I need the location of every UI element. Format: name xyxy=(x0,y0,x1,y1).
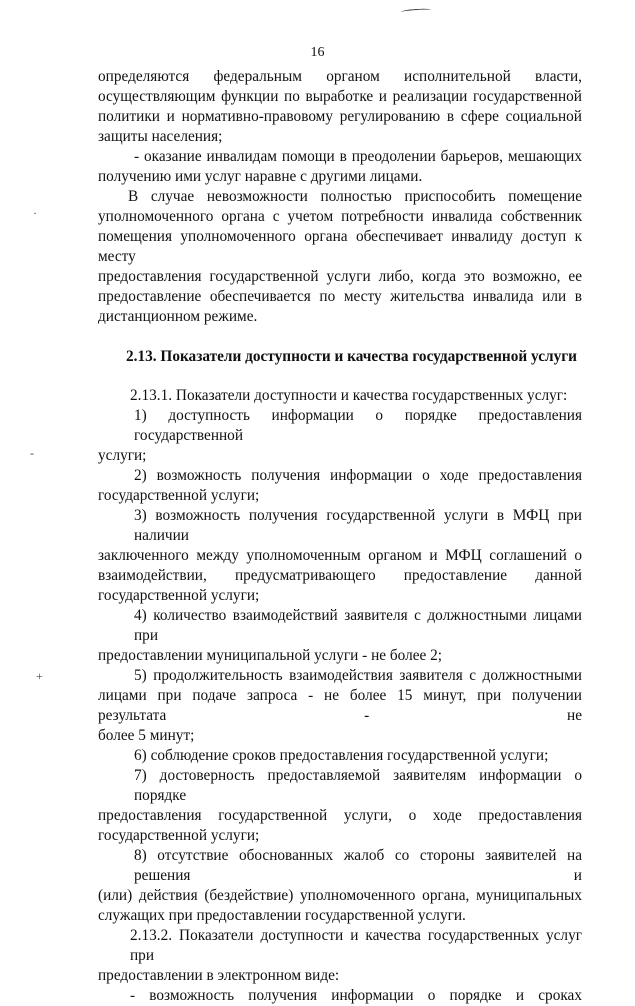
page-number: 16 xyxy=(310,45,325,60)
document-body xyxy=(98,67,582,1006)
paragraph xyxy=(98,386,582,406)
text-line: 2.13.1. Показатели доступности и качества государственных услуг: xyxy=(130,387,568,404)
text-line: 6) соблюдение сроков предоставления государственной услуги; xyxy=(134,747,549,764)
text-line: государственной услуги; xyxy=(98,487,260,504)
margin-mark: · xyxy=(33,206,37,220)
list-item xyxy=(98,746,582,766)
text-line: более 5 минут; xyxy=(98,727,195,744)
text-line: лицами при подаче запроса - не более 15 минут, при получении результата - не xyxy=(98,687,582,724)
margin-mark: + xyxy=(36,669,43,683)
margin-mark: - xyxy=(30,446,34,460)
text-line: защиты населения; xyxy=(98,128,223,145)
text-line: 8) отсутствие обоснованных жалоб со стороны заявителей на решения и xyxy=(134,847,582,884)
paragraph xyxy=(98,926,582,986)
text-line: 1) доступность информации о порядке предоставления государственной xyxy=(134,407,582,444)
text-line: уполномоченного органа с учетом потребности инвалида собственник xyxy=(98,208,582,225)
text-line: 2.13.2. Показатели доступности и качества государственных услуг при xyxy=(130,927,582,964)
paragraph xyxy=(98,67,582,147)
list-item xyxy=(98,606,582,666)
text-line: услуги; xyxy=(98,447,147,464)
text-line: предоставления государственной услуги либо, когда это возможно, ее xyxy=(98,268,582,285)
paragraph xyxy=(98,187,582,327)
text-line: политики и нормативно-правовому регулированию в сфере социальной xyxy=(98,108,582,125)
text-line: - оказание инвалидам помощи в преодолении барьеров, мешающих xyxy=(134,148,582,165)
text-line: 3) возможность получения государственной услуги в МФЦ при наличии xyxy=(134,507,582,544)
scan-mark-top xyxy=(401,8,431,14)
text-line: - возможность получения информации о порядке и сроках xyxy=(130,987,582,1004)
text-line: государственной услуги; xyxy=(98,587,260,604)
text-line: предоставлении в электронном виде: xyxy=(98,967,340,984)
list-item xyxy=(98,766,582,846)
text-line: 4) количество взаимодействий заявителя с должностными лицами при xyxy=(134,607,582,644)
text-line: 7) достоверность предоставляемой заявителям информации о порядке xyxy=(134,767,582,804)
text-line: заключенного между уполномоченным органом и МФЦ соглашений о xyxy=(98,547,582,564)
text-line: (или) действия (бездействие) уполномоченного органа, муниципальных xyxy=(98,887,582,904)
list-item xyxy=(98,986,582,1006)
text-line: 5) продолжительность взаимодействия заявителя с должностными xyxy=(134,667,582,684)
text-line: служащих при предоставлении государственной услуги. xyxy=(98,907,466,924)
list-item xyxy=(98,466,582,506)
text-line: помещения уполномоченного органа обеспечивает инвалиду доступ к месту xyxy=(98,228,582,265)
text-line: предоставления государственной услуги, о ходе предоставления xyxy=(98,807,582,824)
text-line: дистанционном режиме. xyxy=(98,308,258,325)
paragraph xyxy=(98,147,582,187)
text-line: получению ими услуг наравне с другими лицами. xyxy=(98,168,423,185)
text-line: взаимодействии, предусматривающего предоставление данной xyxy=(98,567,582,584)
list-item xyxy=(98,506,582,606)
text-line: 2) возможность получения информации о ходе предоставления xyxy=(134,467,582,484)
text-line: предоставление обеспечивается по месту жительства инвалида или в xyxy=(98,288,582,305)
section-heading: 2.13. Показатели доступности и качества государственной услуги xyxy=(126,348,577,365)
text-line: определяются федеральным органом исполнительной власти, xyxy=(98,68,582,85)
text-line: государственной услуги; xyxy=(98,827,260,844)
list-item xyxy=(98,666,582,746)
text-line: предоставлении муниципальной услуги - не более 2; xyxy=(98,647,443,664)
list-item xyxy=(98,846,582,926)
list-item xyxy=(98,406,582,466)
text-line: В случае невозможности полностью приспособить помещение xyxy=(128,188,582,205)
text-line: осуществляющим функции по выработке и реализации государственной xyxy=(98,88,582,105)
